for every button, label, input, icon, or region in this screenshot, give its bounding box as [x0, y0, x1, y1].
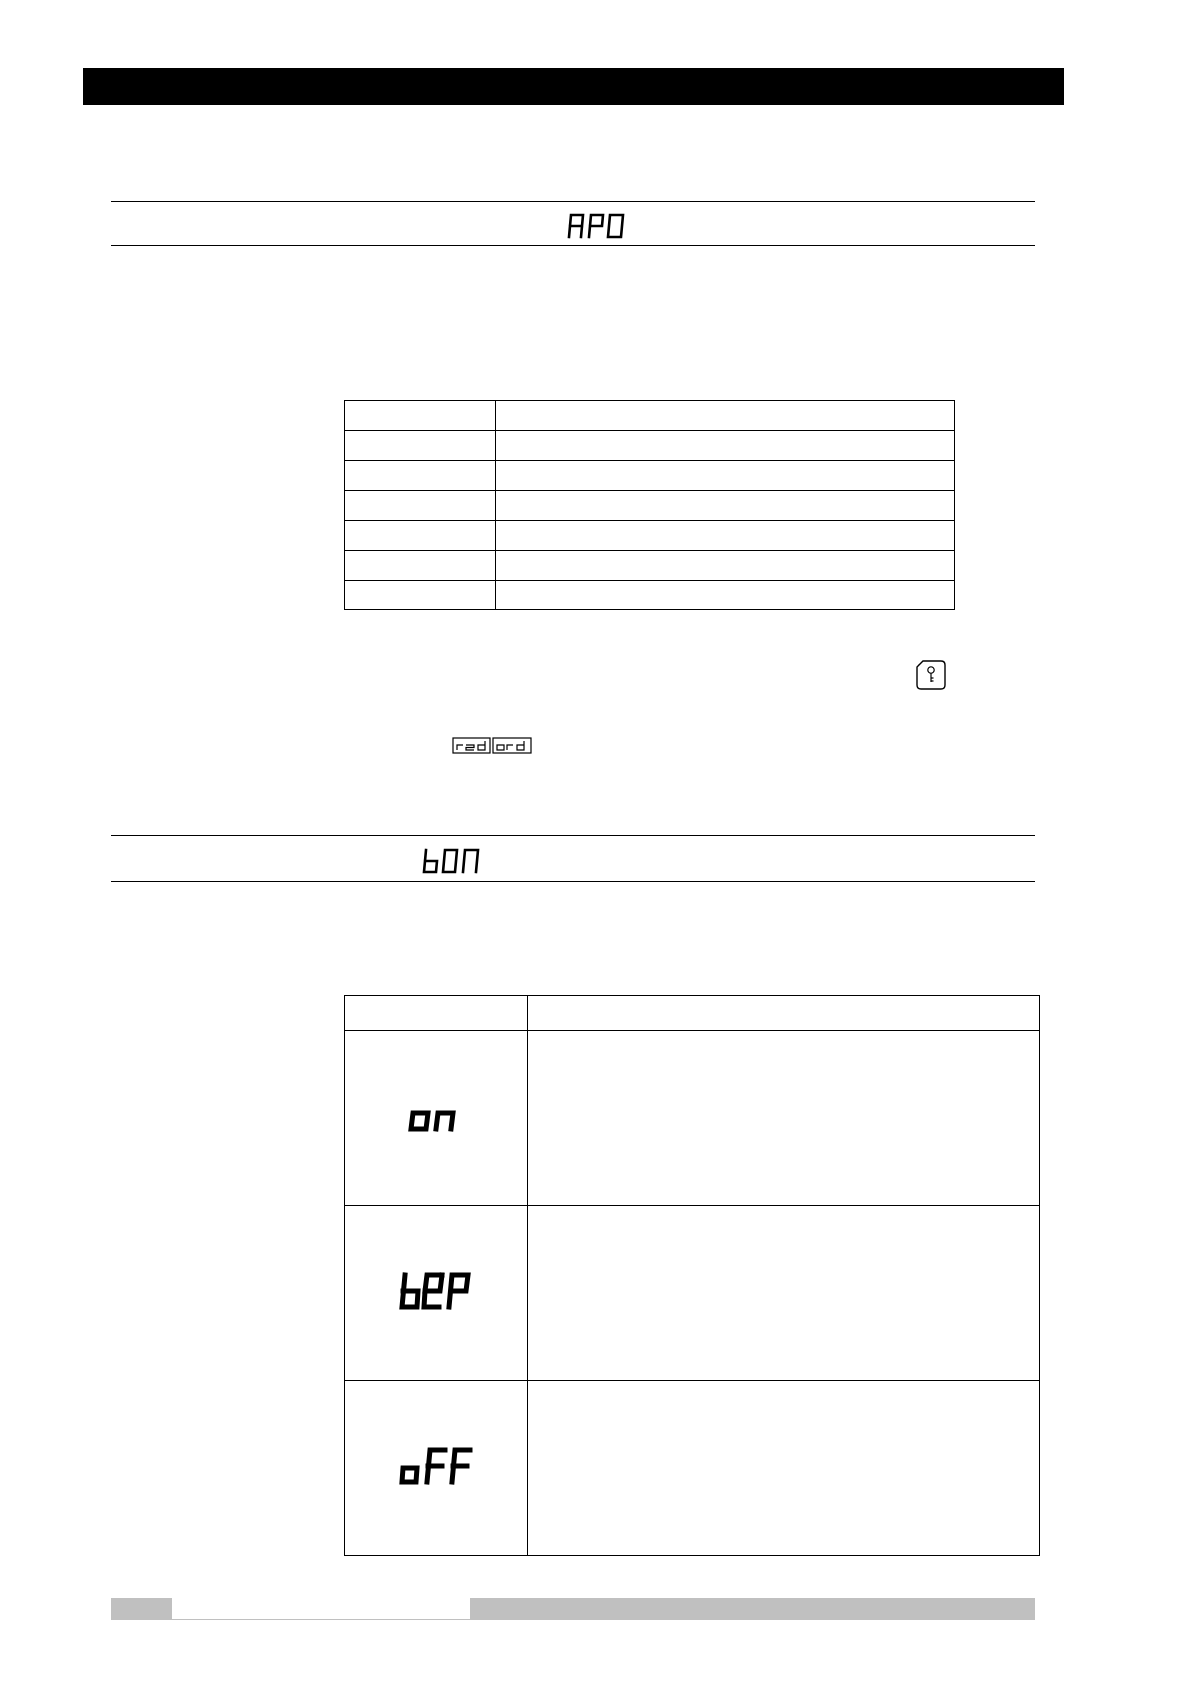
key-icon: [915, 659, 947, 691]
section1-table: [344, 400, 955, 610]
section1-bottom-rule: [111, 245, 1035, 246]
on-segment-display: [406, 1099, 466, 1133]
row-description: [528, 1283, 1039, 1303]
table-cell: [496, 436, 954, 456]
table-header-row: [345, 996, 1040, 1031]
section2-bottom-rule: [111, 881, 1035, 882]
bep-segment-display: [396, 1271, 476, 1311]
table-row: [345, 461, 955, 491]
table-cell: [345, 585, 495, 605]
table-row: [345, 1031, 1040, 1206]
table-cell: [345, 466, 495, 486]
table-row: [345, 491, 955, 521]
row-description: [528, 1458, 1039, 1478]
table-cell: [496, 496, 954, 516]
bon-segment-display: [420, 848, 484, 874]
page-header-bar: [83, 68, 1064, 105]
table-header-cell: [345, 1003, 527, 1023]
row-description: [528, 1108, 1039, 1128]
table-cell: [496, 406, 954, 426]
table-row: [345, 581, 955, 610]
footer-divider: [172, 1619, 470, 1620]
record-display-icon: [452, 737, 532, 755]
section1-top-rule: [111, 201, 1035, 202]
table-cell: [345, 556, 495, 576]
section2-top-rule: [111, 835, 1035, 836]
footer-title-bar: [470, 1598, 1035, 1620]
table-row: [345, 431, 955, 461]
section2-table: [344, 995, 1040, 1556]
table-row: [345, 1381, 1040, 1556]
table-cell: [496, 585, 954, 605]
table-row: [345, 401, 955, 431]
table-row: [345, 551, 955, 581]
table-cell: [345, 526, 495, 546]
table-row: [345, 1206, 1040, 1381]
off-segment-display: [396, 1446, 476, 1486]
table-cell: [345, 406, 495, 426]
table-cell: [496, 556, 954, 576]
table-cell: [496, 526, 954, 546]
table-cell: [345, 436, 495, 456]
apo-segment-display: [565, 213, 629, 239]
table-cell: [496, 466, 954, 486]
table-row: [345, 521, 955, 551]
table-header-cell: [528, 1003, 1039, 1023]
footer-page-number-bar: [111, 1598, 172, 1620]
table-cell: [345, 496, 495, 516]
